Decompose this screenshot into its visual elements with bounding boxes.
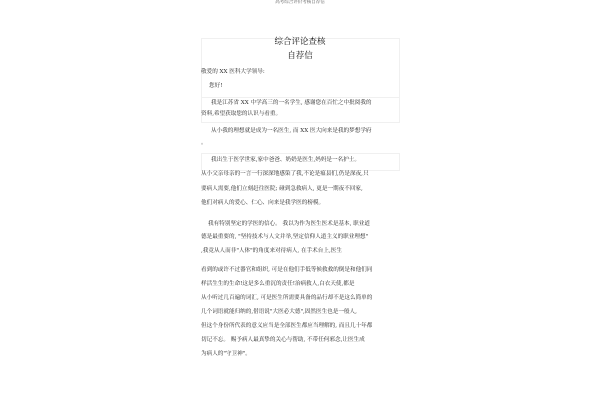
text-line: ,我竟从人而非"人体"的角度来对待病人, 在手术台上,医生 — [201, 248, 342, 254]
text-line: 要病人需要,他们立刻赶往医院; 碰到急救病人, 更是一期夜不回家, — [201, 186, 363, 192]
text-line: 从小听过几百遍的词汇, 可是医生所需要具备的品行却不是这么简单的 — [201, 295, 373, 301]
text-line: 切记不忘。 赐予病人最真挚的关心与帮助, 不带任何邪念,让医生成 — [201, 337, 365, 343]
text-line: 我有特别坚定的学医的信心。 我以为作为医生医术是基本, 职业道 — [208, 221, 370, 227]
text-line: 德是最重要的, "坚持技术与人文并举,坚定信仰人道主义的职业理想" — [201, 234, 369, 240]
text-line: 看到的或许不过器官和组织, 可是在他们手低等候救救的倒是和他们同 — [201, 267, 373, 273]
text-line: 资料,希望获取您的认识与看重。 — [201, 111, 282, 117]
page-header: 高考综合评价考核自荐信 — [275, 0, 325, 5]
document-title: 综合评论查核 — [274, 37, 326, 47]
text-line: 为病人的"守卫神"。 — [201, 351, 251, 357]
text-line: 从小我的理想就是成为一名医生, 而 XX 医大向来是我的梦想学府 — [211, 128, 372, 134]
text-line: 从小父亲母亲的一言一行深深地感染了我,不论是瘟县们,仍是深夜,只 — [201, 171, 369, 177]
text-line: 样活生生的生命!这是多么重沉的责任!治病救人,白衣天使,都是 — [201, 281, 355, 287]
text-line: 。 — [201, 140, 207, 146]
document-subtitle: 自荐信 — [287, 51, 313, 61]
text-line: 您好! — [209, 83, 223, 89]
text-line: 他们对病人的爱心、仁心、向来是我学医的榜模。 — [201, 200, 325, 206]
text-line: 敬爱的 XX 医科大学领导: — [201, 69, 265, 75]
text-line: 我出生于医学世家,家中爸爸、奶奶是医生,妈妈是一名护士。 — [211, 157, 360, 163]
text-line: 我是江苏省 XX 中学高三的一名学生, 感谢您在百忙之中批阅我的 — [211, 100, 372, 106]
text-line: 但这个身份所代表的意义应当是全部医生都应当理解的, 而且几十年都 — [201, 323, 373, 329]
text-line: 几个词语就能归纳的,借语说"大医必大德",固然医生也是一般人, — [201, 309, 357, 315]
